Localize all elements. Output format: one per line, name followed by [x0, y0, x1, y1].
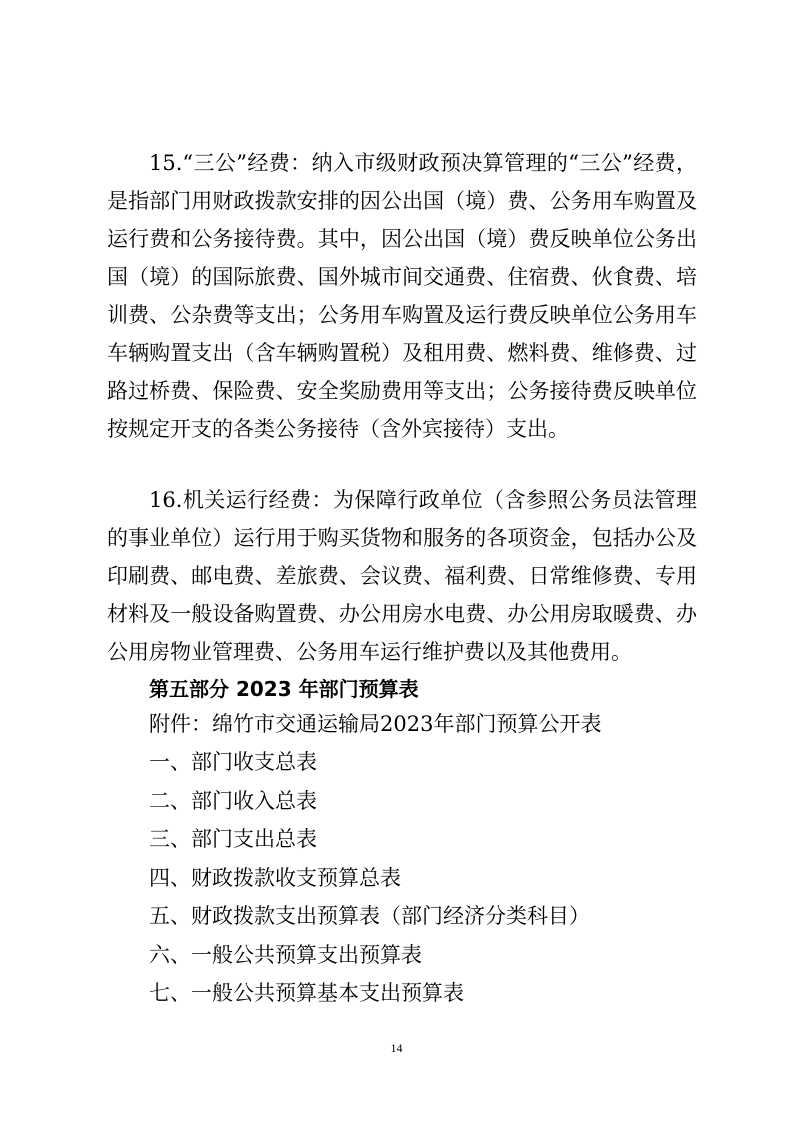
list-item: 三、部门支出总表 — [149, 827, 317, 851]
paragraph-agency-operating-expenses: 16.机关运行经费：为保障行政单位（含参照公务员法管理的事业单位）运行用于购买货物和服务的各项资金，包括办公及印刷费、邮电费、差旅费、会议费、福利费、日常维修费、专用材料及一般设备购置费、办公用房水电费、办公用房取暖费、办公用房物业管理费、公务用车运行维护费以及其他费用。 — [107, 488, 697, 664]
page-number: 14 — [390, 1041, 403, 1055]
list-item: 二、部门收入总表 — [149, 788, 317, 813]
attachment-line: 附件：绵竹市交通运输局2023年部门预算公开表 — [149, 712, 602, 736]
list-item: 六、一般公共预算支出预算表 — [149, 942, 422, 967]
list-item: 四、财政拨款收支预算总表 — [149, 865, 401, 890]
list-item: 五、财政拨款支出预算表（部门经济分类科目） — [149, 904, 590, 928]
section-heading: 第五部分 2023 年部门预算表 — [149, 677, 419, 701]
list-item: 七、一般公共预算基本支出预算表 — [149, 981, 464, 1005]
paragraph-three-public-expenses: 15.“三公”经费：纳入市级财政预决算管理的“三公”经费，是指部门用财政拨款安排的因公出国（境）费、公务用车购置及运行费和公务接待费。其中，因公出国（境）费反映单位公务出国（境）的国际旅费、国外城市间交通费、住宿费、伙食费、培训费、公杂费等支出；公务用车购置及运行费反映单位公务用车车辆购置支出（含车辆购置税）及租用费、燃料费、维修费、过路过桥费、保险费、安全奖励费用等支出；公务接待费反映单位按规定开支的各类公务接待（含外宾接待）支出。 — [107, 151, 697, 441]
budget-table-list — [149, 743, 590, 1013]
list-item: 一、部门收支总表 — [149, 750, 317, 774]
